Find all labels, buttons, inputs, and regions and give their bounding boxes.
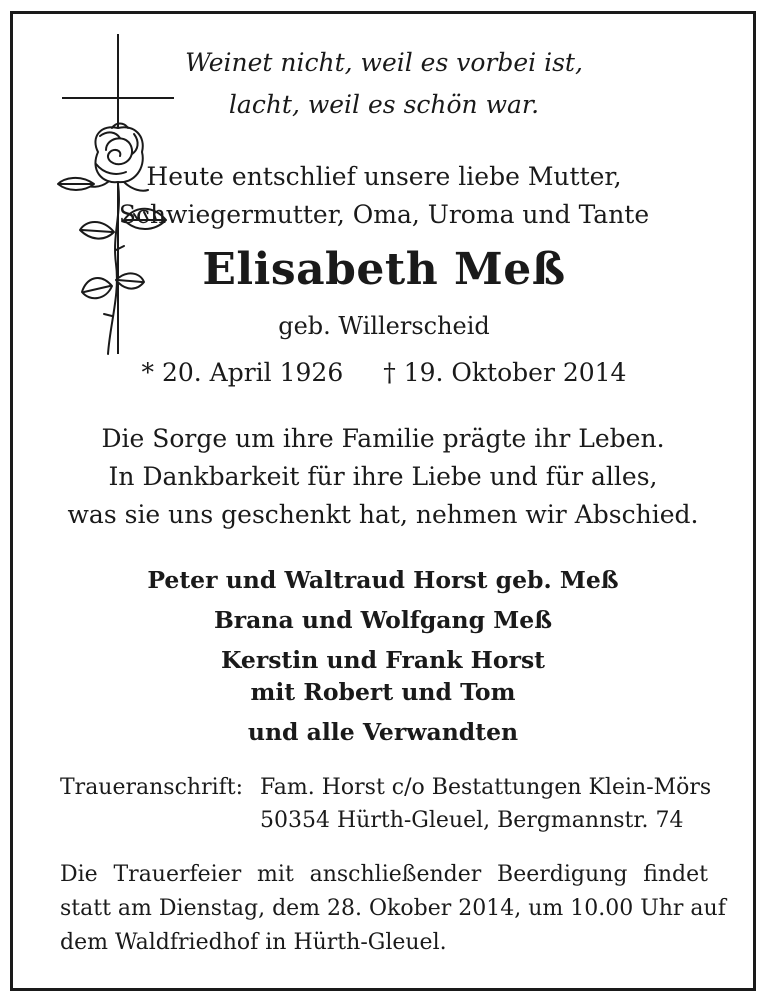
death-date: † 19. Oktober 2014 — [383, 358, 627, 387]
tribute-line-2: In Dankbarkeit für ihre Liebe und für alles, — [108, 462, 658, 491]
tribute-line-3: was sie uns geschenkt hat, nehmen wir Abschied. — [67, 500, 699, 529]
life-dates — [92, 358, 676, 387]
motto-line-2: lacht, weil es schön war. — [228, 90, 540, 119]
funeral-line-1: Die Trauerfeier mit anschließender Beerdigung findet — [60, 862, 708, 887]
birth-date: * 20. April 1926 — [141, 358, 344, 387]
address-line-2: 50354 Hürth-Gleuel, Bergmannstr. 74 — [260, 808, 684, 833]
mourner-line: Peter und Waltraud Horst geb. Meß — [147, 566, 619, 594]
funeral-info — [60, 858, 726, 960]
intro-line-1: Heute entschlief unsere liebe Mutter, — [146, 162, 622, 191]
funeral-line-3: dem Waldfriedhof in Hürth-Gleuel. — [60, 930, 447, 955]
address-label: Traueranschrift: — [60, 775, 244, 800]
deceased-name: Elisabeth Meß — [202, 244, 566, 295]
tribute-line-1: Die Sorge um ihre Familie prägte ihr Leben. — [101, 424, 665, 453]
motto-line-1: Weinet nicht, weil es vorbei ist, — [185, 48, 583, 77]
mourner-line: Kerstin und Frank Horst — [220, 646, 546, 674]
funeral-line-2: statt am Dienstag, dem 28. Okober 2014, um 10.00 Uhr auf — [60, 896, 726, 921]
address-line-1: Fam. Horst c/o Bestattungen Klein-Mörs — [260, 775, 712, 800]
maiden-name: geb. Willerscheid — [278, 312, 490, 340]
intro-line-2: Schwiegermutter, Oma, Uroma und Tante — [118, 200, 650, 229]
mourner-line: Brana und Wolfgang Meß — [213, 606, 553, 634]
mourner-line: mit Robert und Tom — [250, 678, 516, 706]
mourner-line: und alle Verwandten — [247, 718, 519, 746]
